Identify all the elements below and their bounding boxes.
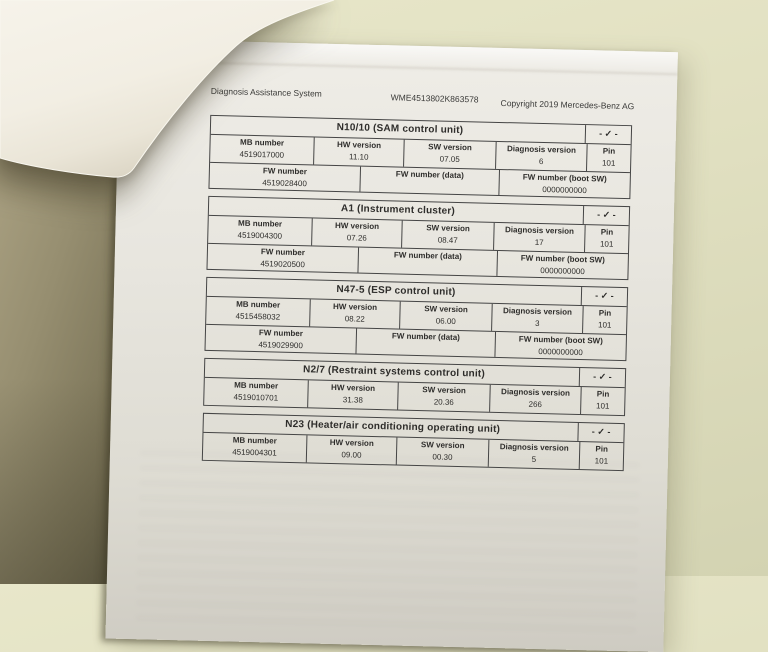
ecu-cell-value: 08.22 [344, 314, 365, 324]
ecu-table [203, 358, 626, 416]
ecu-cell-value: 4519028400 [262, 178, 307, 189]
ecu-cell-header: FW number (data) [391, 331, 460, 343]
ecu-cell [204, 378, 308, 408]
ecu-cell-value: 5 [531, 454, 537, 464]
ecu-cell [307, 380, 398, 409]
ecu-cell-value: 17 [534, 237, 544, 248]
ecu-cell-header: MB number [232, 435, 277, 446]
ecu-cell-value [356, 342, 494, 356]
ecu-cell-value: 20.36 [433, 397, 454, 407]
ecu-cell [491, 304, 583, 333]
ecu-cell-header: SW version [422, 385, 466, 396]
ecu-cell-header: Diagnosis version [501, 387, 571, 398]
ecu-cell-header: SW version [426, 223, 470, 234]
ecu-check-cell: - ✓ - [585, 125, 631, 144]
ecu-cell [489, 385, 581, 414]
ecu-cell-header: Pin [595, 444, 609, 454]
ecu-cell-value: 266 [528, 399, 543, 410]
ecu-cell-value: 101 [595, 401, 610, 411]
curled-page-corner-shape [0, 0, 334, 177]
ecu-cell-value: 4519010701 [233, 392, 279, 403]
ecu-cell [488, 440, 580, 469]
ecu-cell [580, 387, 625, 415]
ecu-cell [355, 329, 495, 357]
ecu-check-cell: - ✓ - [579, 368, 625, 387]
ecu-cell-header: Diagnosis version [499, 442, 569, 453]
ecu-check-cell: - ✓ - [583, 206, 629, 225]
ecu-table-title: A1 (Instrument cluster) [340, 203, 456, 217]
ecu-cell-value: 0000000000 [538, 346, 583, 358]
ecu-cell-value: 4519004300 [237, 230, 283, 241]
ecu-cell-value: 6 [538, 156, 544, 167]
curled-page-corner [0, 0, 420, 215]
ecu-cell-header: Pin [600, 227, 614, 237]
ecu-table-title: N2/7 (Restraint systems control unit) [302, 364, 486, 380]
ecu-cell [206, 325, 357, 354]
ecu-cell-value: 3 [534, 318, 540, 329]
ecu-cell [306, 435, 397, 464]
ecu-cell-header: HW version [332, 301, 378, 313]
ecu-cell-header: FW number (data) [393, 250, 462, 262]
ecu-cell [397, 383, 490, 412]
ecu-cell [203, 433, 307, 463]
ecu-table-title: N23 (Heater/air conditioning operating unit) [285, 418, 501, 436]
ecu-cell [586, 144, 631, 172]
ecu-cell [357, 248, 497, 276]
ecu-table [202, 413, 625, 471]
ecu-cell-value: 101 [597, 320, 612, 330]
ecu-cell-header: HW version [334, 220, 380, 232]
ecu-cell [582, 306, 627, 334]
ecu-cell-header: HW version [329, 437, 374, 448]
ecu-cell [309, 299, 400, 328]
ecu-check-cell: - ✓ - [577, 423, 623, 442]
ecu-cell-header: FW number (boot SW) [520, 253, 605, 265]
ecu-cell-header: SW version [420, 440, 465, 451]
ecu-cell [579, 442, 624, 470]
ecu-cell-value: 4519020500 [260, 259, 305, 270]
ecu-cell-header: HW version [331, 382, 376, 394]
ecu-table-title: N10/10 (SAM control unit) [336, 121, 464, 137]
ecu-cell-header: HW version [336, 140, 382, 151]
ecu-cell-header: FW number [260, 247, 306, 258]
ecu-table-title: N47-5 (ESP control unit) [336, 284, 456, 298]
ecu-cell-value: 101 [599, 239, 614, 249]
ecu-cell-value: 101 [594, 456, 609, 466]
ecu-cell-value: 31.38 [342, 395, 363, 405]
ecu-cell-header: SW version [424, 304, 468, 315]
ecu-cell-value: 101 [601, 158, 616, 168]
ecu-cell-header: MB number [239, 137, 285, 148]
ecu-cell-header: MB number [236, 299, 281, 310]
ecu-cell [206, 297, 310, 327]
ecu-cell-value: 09.00 [341, 450, 362, 460]
ecu-cell-value: 0000000000 [540, 266, 585, 277]
ecu-cell [494, 332, 626, 360]
ecu-cell-value: 4515458032 [235, 311, 281, 322]
ecu-cell-header: FW number [258, 328, 304, 339]
ecu-cell-header: MB number [234, 380, 279, 391]
ecu-cell-header: Diagnosis version [504, 225, 575, 236]
ecu-cell-value: 4519029900 [258, 340, 304, 351]
ecu-cell-value: 11.10 [348, 152, 369, 162]
vehicle-id-number: WME4513802K863578 [390, 92, 479, 105]
ecu-cell-header: SW version [428, 142, 472, 153]
ecu-cell-value: 08.47 [437, 235, 458, 245]
ecu-cell-value: 06.00 [435, 316, 456, 326]
copyright-text: Copyright 2019 Mercedes-Benz AG [500, 97, 635, 112]
ecu-cell [498, 170, 630, 198]
ecu-table [204, 277, 628, 361]
ecu-cell-value: 0000000000 [542, 185, 587, 196]
ecu-cell-header: MB number [238, 218, 283, 229]
ecu-cell [396, 438, 489, 467]
ecu-cell [207, 244, 358, 273]
ecu-cell-value: 07.05 [439, 154, 460, 165]
ecu-cell-header: Pin [602, 146, 616, 156]
ecu-check-cell: - ✓ - [581, 287, 627, 306]
ecu-cell-header: FW number (boot SW) [522, 172, 607, 184]
ecu-cell-value: 07.26 [346, 233, 367, 243]
ecu-cell [399, 302, 492, 331]
ecu-cell-value: 4519017000 [239, 149, 285, 160]
ecu-cell-value: 00.30 [432, 452, 453, 462]
ecu-cell [311, 218, 402, 247]
ecu-cell [401, 221, 494, 250]
ecu-cell-value: 4519004301 [232, 447, 277, 458]
ecu-cell [495, 142, 587, 171]
ecu-cell [496, 251, 628, 279]
ecu-cell-header: Pin [598, 308, 612, 318]
ecu-cell-header: Pin [596, 389, 610, 399]
ecu-cell [208, 216, 312, 246]
ecu-cell-value [358, 261, 496, 275]
ecu-cell-header: FW number [262, 166, 308, 177]
ecu-cell-header: Diagnosis version [502, 306, 573, 317]
ecu-cell [493, 223, 585, 252]
ecu-cell [584, 225, 629, 253]
ecu-cell-header: FW number (boot SW) [518, 334, 603, 346]
document-title: Diagnosis Assistance System [210, 85, 322, 99]
ecu-cell-header: FW number (data) [395, 169, 464, 181]
ecu-cell-header: Diagnosis version [506, 144, 577, 155]
